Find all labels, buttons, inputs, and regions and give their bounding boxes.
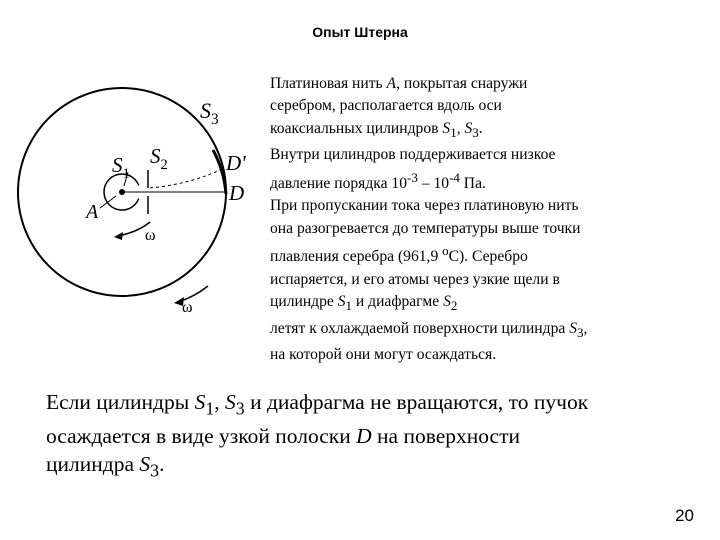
text-line: Внутри цилиндров поддерживается низкое xyxy=(270,146,556,164)
label-s1: $S_1$ xyxy=(112,153,130,182)
label-a: A xyxy=(86,201,99,223)
text-line: Если цилиндры $S_1$, $S_3$ и диафрагма не вращаются, то пучок xyxy=(46,390,589,419)
text-line: серебром, располагается вдоль оси xyxy=(270,97,502,115)
inner-rotation-arrowhead xyxy=(114,232,123,240)
label-d: D xyxy=(229,181,245,205)
text-line: испаряется, и его атомы через узкие щели в xyxy=(270,270,560,288)
slide-title: Опыт Штерна xyxy=(312,24,408,40)
text-line: цилиндре $S_1$ и диафрагме $S_2$ xyxy=(270,293,458,314)
text-line: цилиндра $S_3$. xyxy=(46,452,165,481)
text-line: коаксиальных цилиндров $S_1$, $S_3$. xyxy=(270,119,483,140)
label-omega-inner: ω xyxy=(145,227,156,244)
page-number: 20 xyxy=(675,506,694,525)
text-line: осаждается в виде узкой полоски D на поверхности xyxy=(46,424,520,449)
a-pointer-line xyxy=(100,196,116,208)
text-line: При пропускании тока через платиновую нить xyxy=(270,197,579,215)
text-line: плавления серебра (961,9 $^o$С). Серебро xyxy=(270,243,528,266)
label-s3: $S_3$ xyxy=(200,98,219,128)
label-omega-outer: ω xyxy=(182,299,193,316)
conclusion-paragraph xyxy=(46,388,706,485)
text-line: давление порядка $10^{-3} - 10^{-4}$ Па. xyxy=(270,169,486,192)
label-d-prime: D' xyxy=(226,151,246,175)
text-line: летят к охлаждаемой поверхности цилиндра $S_3$, xyxy=(270,319,588,340)
text-line: Платиновая нить A, покрытая снаружи xyxy=(270,75,528,92)
text-line: на которой они могут осаждаться. xyxy=(270,346,497,364)
description-paragraph xyxy=(270,73,700,367)
label-s2: $S_2$ xyxy=(150,144,168,173)
stern-experiment-diagram xyxy=(0,0,270,390)
text-line: она разогревается до температуры выше точки xyxy=(270,219,581,237)
